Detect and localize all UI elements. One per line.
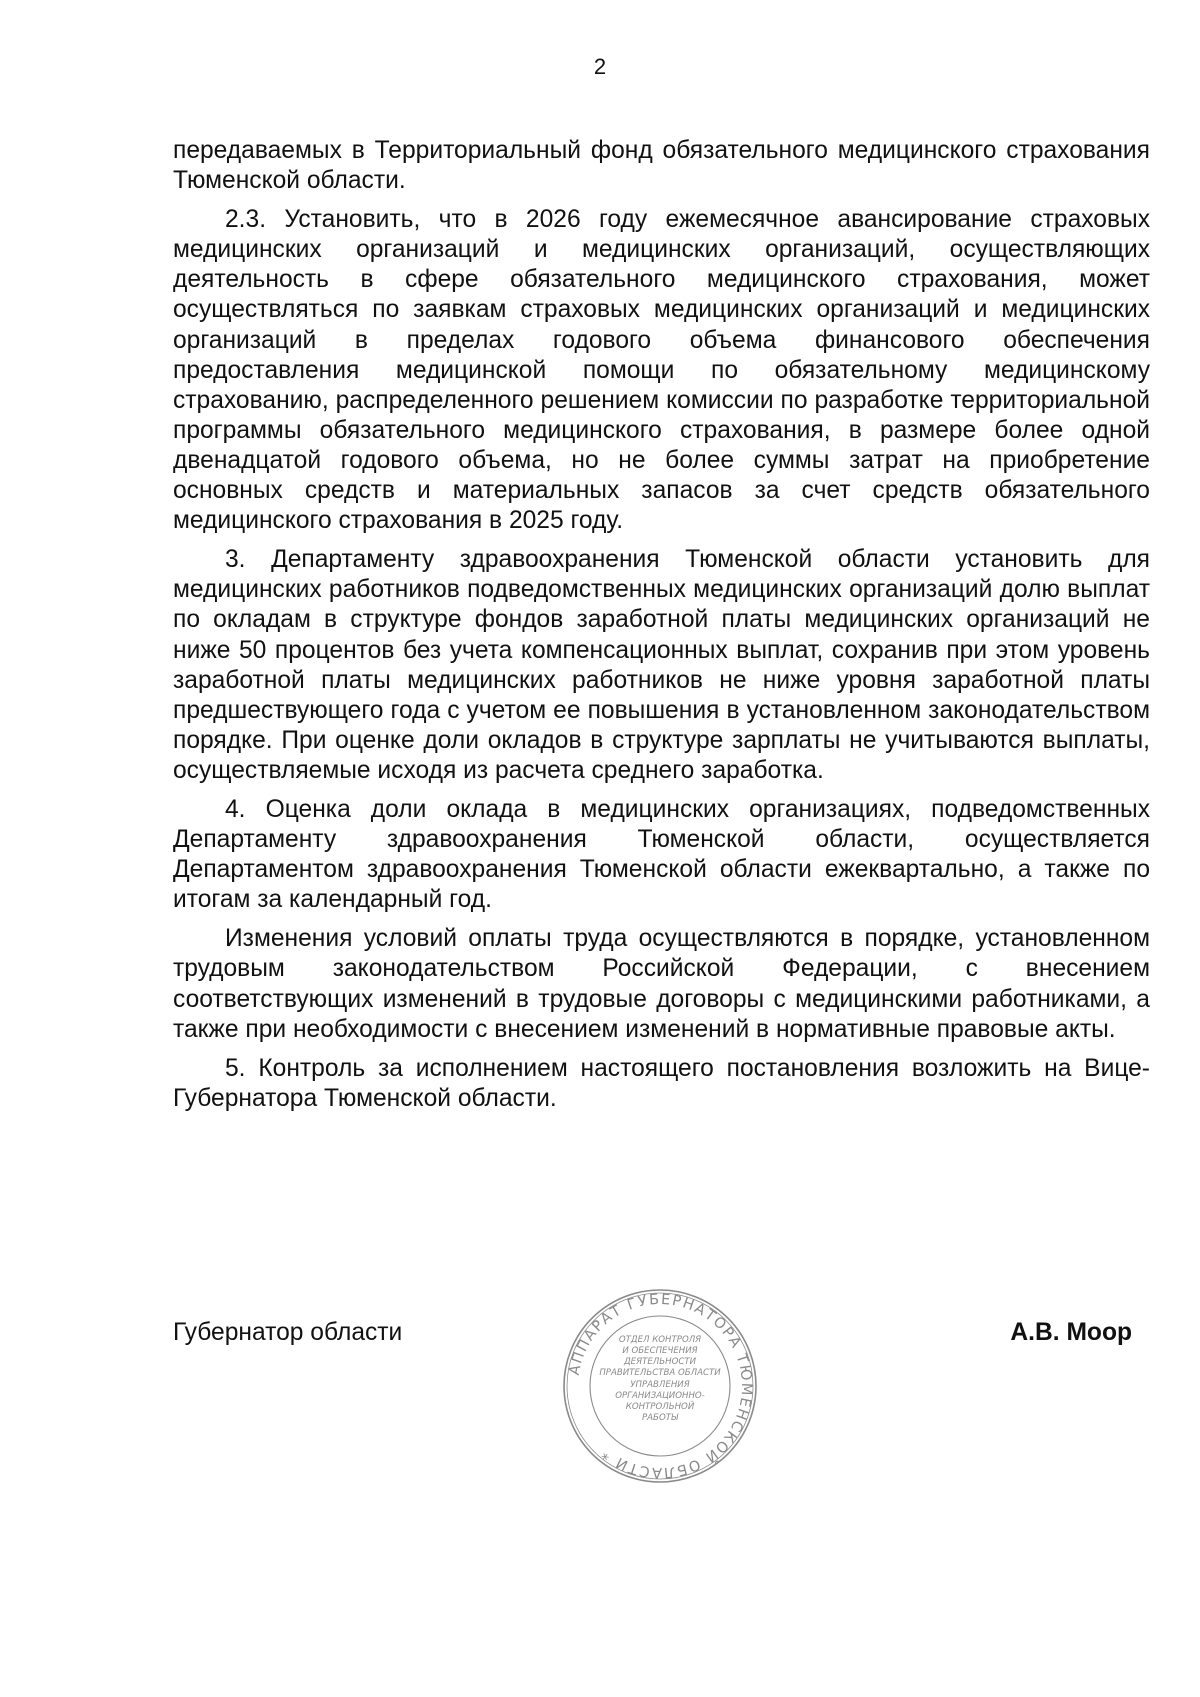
- paragraph-5: 5. Контроль за исполнением настоящего постановления возложить на Вице-Губернатора Тюменской области.: [173, 1054, 1150, 1112]
- signatory-name: А.В. Моор: [1010, 1319, 1132, 1346]
- seal-inner-line: ПРАВИТЕЛЬСТВА ОБЛАСТИ: [599, 1368, 721, 1378]
- seal-inner-line: КОНТРОЛЬНОЙ: [625, 1402, 695, 1412]
- paragraph-2-3: 2.3. Установить, что в 2026 году ежемесячное авансирование страховых медицинских организаций и медицинских организаций, осуществляющих деятельность в сфере обязательного медицинского страхования, может осуществляться по заявкам страховых медицинских организаций и медицинских организаций в пределах годового объема финансового обеспечения предоставления медицинской помощи по обязательному медицинскому страхованию, распределенного решением комиссии по разработке территориальной программы обязательного медицинского страхования, в размере более одной двенадцатой годового объема, но не более суммы затрат на приобретение основных средств и материальных запасов за счет средств обязательного медицинского страхования в 2025 году.: [173, 206, 1150, 535]
- seal-inner-line: ДЕЯТЕЛЬНОСТИ: [623, 1357, 697, 1367]
- seal-inner-line: И ОБЕСПЕЧЕНИЯ: [622, 1346, 698, 1356]
- seal-inner-line: УПРАВЛЕНИЯ: [630, 1380, 690, 1390]
- paragraph-continuation: передаваемых в Территориальный фонд обязательного медицинского страхования Тюменской области.: [173, 137, 1150, 195]
- document-body: [173, 136, 1150, 1123]
- seal-outer-textpath: АППАРАТ ГУБЕРНАТОРА ТЮМЕНСКОЙ ОБЛАСТИ *: [566, 1291, 755, 1481]
- seal-inner-line: ОТДЕЛ КОНТРОЛЯ: [618, 1335, 702, 1345]
- signatory-position: Губернатор области: [173, 1319, 403, 1346]
- seal-inner-line: ОРГАНИЗАЦИОННО-: [615, 1391, 705, 1401]
- seal-inner-line: РАБОТЫ: [641, 1413, 679, 1423]
- paragraph-3: 3. Департаменту здравоохранения Тюменской области установить для медицинских работников подведомственных медицинских организаций долю выплат по окладам в структуре фондов заработной платы медицинских организаций не ниже 50 процентов без учета компенсационных выплат, сохранив при этом уровень заработной платы медицинских работников не ниже уровня заработной платы предшествующего года с учетом ее повышения в установленном законодательством порядке. При оценке доли окладов в структуре зарплаты не учитываются выплаты, осуществляемые исходя из расчета среднего заработка.: [173, 546, 1150, 784]
- official-seal-stamp: [560, 1286, 760, 1486]
- page-number: 2: [593, 54, 607, 79]
- paragraph-4-changes: Изменения условий оплаты труда осуществляются в порядке, установленном трудовым законодательством Российской Федерации, с внесением соответствующих изменений в трудовые договоры с медицинскими работниками, а также при необходимости с внесением изменений в нормативные правовые акты.: [173, 925, 1150, 1043]
- paragraph-4: 4. Оценка доли оклада в медицинских организациях, подведомственных Департаменту здравоохранения Тюменской области, осуществляется Департаментом здравоохранения Тюменской области ежеквартально, а также по итогам за календарный год.: [173, 795, 1150, 914]
